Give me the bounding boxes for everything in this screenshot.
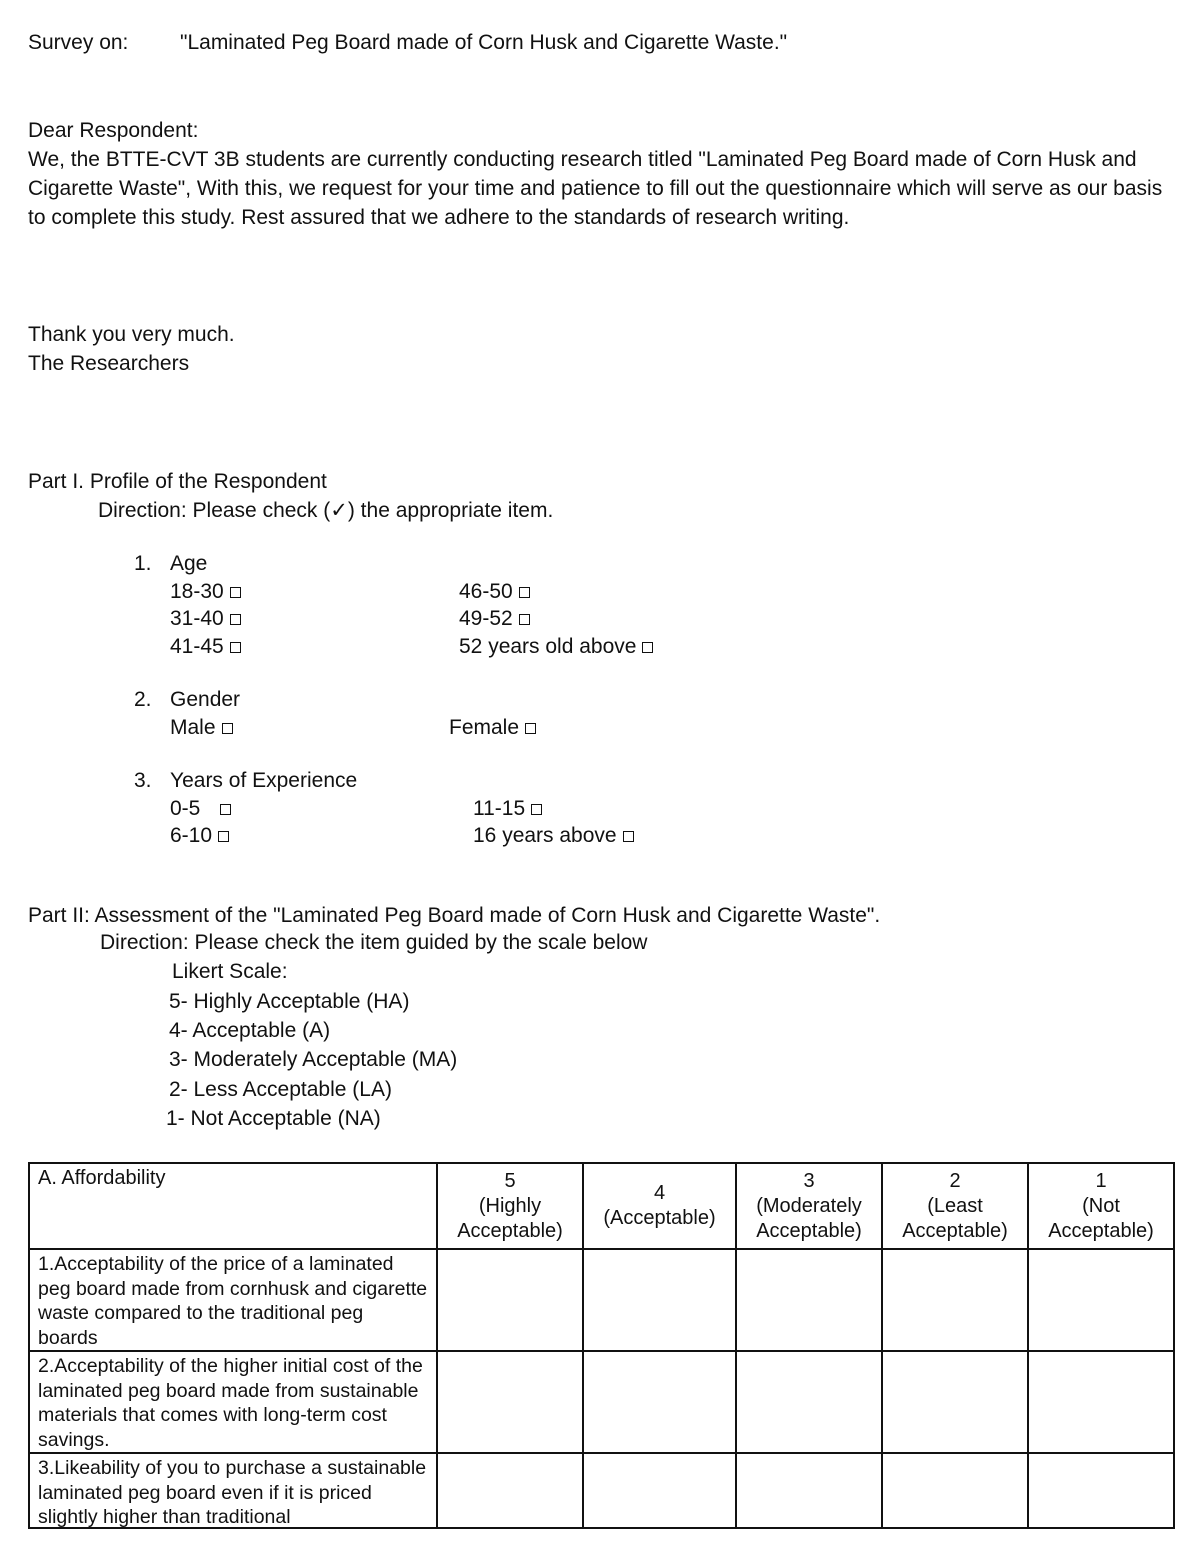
option-label: 16 years above [473,824,617,847]
item-cell [29,1453,437,1528]
experience-option[interactable] [473,821,634,850]
rating-cell[interactable] [583,1453,736,1528]
age-option[interactable] [170,604,241,633]
survey-label: Survey on: [28,31,129,54]
rating-cell[interactable] [437,1249,583,1351]
table-row [29,1453,1174,1528]
likert-title: Likert Scale: [172,960,288,983]
age-option[interactable] [459,577,530,606]
item-text: 1.Acceptability of the price of a laminated peg board made from cornhusk and cigarette waste compared to the traditional peg boards [29,1249,437,1351]
age-option[interactable] [459,604,530,633]
likert-item: 3- Moderately Acceptable (MA) [169,1048,458,1071]
rating-cell[interactable] [882,1249,1028,1351]
letter-body: We, the BTTE-CVT 3B students are currently conducting research titled "Laminated Peg Board made of Corn Husk and Cigarette Waste", With this, we request for your time and patience to fill out the questionnaire which will serve as our basis to complete this study. Rest assured that we adhere to the standards of research writing. [28,148,1163,229]
option-label: 31-40 [170,607,224,630]
table-header-row [29,1163,1174,1249]
column-header [882,1163,1028,1249]
likert-item: 4- Acceptable (A) [169,1019,331,1042]
category-header: A. Affordability [29,1163,437,1249]
item-text: 3.Likeability of you to purchase a sustainable laminated peg board even if it is priced slightly higher than traditional [38,1457,427,1527]
column-header [736,1163,882,1249]
part2-direction: Direction: Please check the item guided by the scale below [100,931,648,954]
column-header [1028,1163,1174,1249]
experience-option[interactable] [473,794,542,823]
age-option[interactable] [170,577,241,606]
item-text: 2.Acceptability of the higher initial cost of the laminated peg board made from sustainable materials that comes with long-term cost savings. [29,1351,437,1453]
option-label: Male [170,716,216,739]
column-number: 3 [803,1169,815,1192]
likert-item: 2- Less Acceptable (LA) [169,1078,392,1101]
checkbox[interactable] [623,831,634,842]
column-label: Acceptable) [1048,1219,1154,1242]
option-label: 49-52 [459,607,513,630]
option-label: 18-30 [170,580,224,603]
checkbox[interactable] [519,614,530,625]
part1-direction: Direction: Please check (✓) the appropriate item. [98,499,554,522]
age-number: 1. [134,552,152,575]
checkbox[interactable] [230,642,241,653]
option-label: 52 years old above [459,635,637,658]
gender-number: 2. [134,688,152,711]
column-header [437,1163,583,1249]
rating-cell[interactable] [583,1249,736,1351]
checkbox[interactable] [230,614,241,625]
rating-cell[interactable] [882,1453,1028,1528]
rating-cell[interactable] [736,1249,882,1351]
experience-label: Years of Experience [170,769,358,792]
signature: The Researchers [28,352,190,375]
column-label: (Least [927,1194,983,1217]
gender-label: Gender [170,688,241,711]
column-label: Acceptable) [756,1219,862,1242]
part1-title: Part I. Profile of the Respondent [28,470,327,493]
rating-cell[interactable] [736,1453,882,1528]
option-label: 0-5 [170,797,201,820]
rating-cell[interactable] [583,1351,736,1453]
rating-cell[interactable] [1028,1453,1174,1528]
age-option[interactable] [170,632,241,661]
experience-option[interactable] [170,821,229,850]
column-label: (Acceptable) [603,1207,716,1229]
column-header [583,1163,736,1249]
column-label: (Not [1082,1194,1120,1217]
checkbox[interactable] [220,804,231,815]
thanks-line: Thank you very much. [28,323,235,346]
column-label: (Highly [478,1194,542,1217]
rating-cell[interactable] [882,1351,1028,1453]
table-row [29,1351,1174,1453]
experience-option[interactable] [170,794,231,823]
option-label: 41-45 [170,635,224,658]
column-number: 4 [653,1182,666,1204]
rating-cell[interactable] [437,1453,583,1528]
likert-item: 1- Not Acceptable (NA) [166,1107,381,1130]
part2-title: Part II: Assessment of the "Laminated Peg Board made of Corn Husk and Cigarette Waste". [28,904,881,927]
assessment-table [28,1162,1175,1529]
checkbox[interactable] [519,587,530,598]
option-label: 11-15 [473,797,526,820]
gender-option[interactable] [170,713,233,742]
likert-item: 5- Highly Acceptable (HA) [169,990,410,1013]
rating-cell[interactable] [437,1351,583,1453]
column-label: Acceptable) [902,1219,1008,1242]
column-label: (Moderately [756,1194,862,1217]
survey-title: "Laminated Peg Board made of Corn Husk and Cigarette Waste." [180,31,788,54]
checkbox[interactable] [531,804,542,815]
checkbox[interactable] [230,587,241,598]
age-label: Age [170,552,208,575]
rating-cell[interactable] [1028,1249,1174,1351]
checkbox[interactable] [525,723,536,734]
rating-cell[interactable] [1028,1351,1174,1453]
option-label: 6-10 [170,824,213,847]
column-number: 5 [504,1169,516,1192]
salutation: Dear Respondent: [28,119,199,142]
rating-cell[interactable] [736,1351,882,1453]
column-label: Acceptable) [457,1219,563,1242]
checkbox[interactable] [642,642,653,653]
age-option[interactable] [459,632,653,661]
gender-option[interactable] [449,713,536,742]
column-number: 2 [949,1169,961,1192]
checkbox[interactable] [222,723,233,734]
experience-number: 3. [134,769,152,792]
option-label: 46-50 [459,580,513,603]
column-number: 1 [1095,1169,1107,1192]
option-label: Female [449,716,520,739]
table-row [29,1249,1174,1351]
checkbox[interactable] [218,831,229,842]
